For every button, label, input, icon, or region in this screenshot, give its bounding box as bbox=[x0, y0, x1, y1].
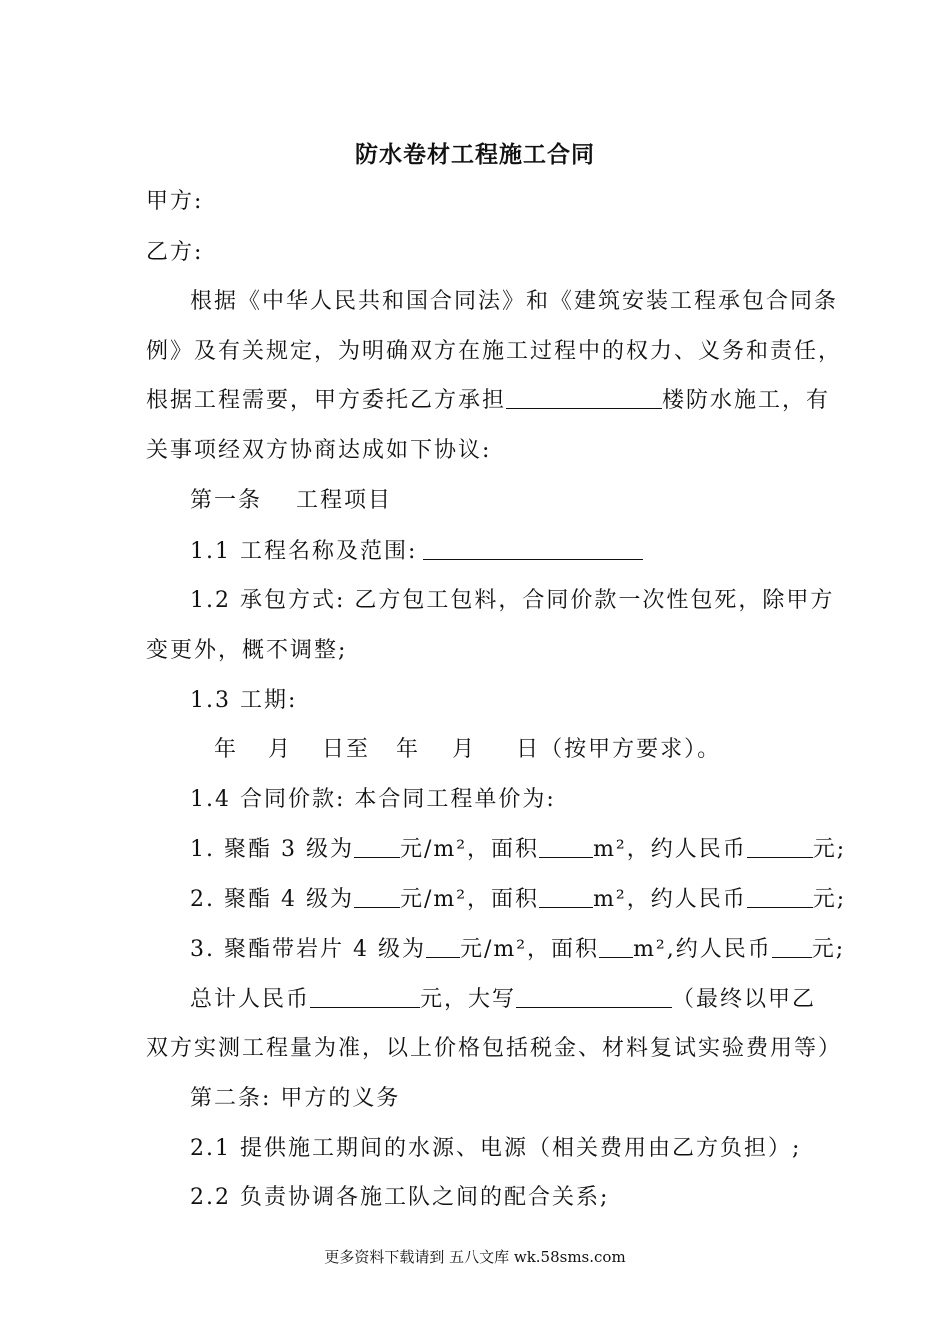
price-3-unit-blank bbox=[426, 935, 460, 958]
party-b-label: 乙方: bbox=[146, 240, 204, 265]
intro-line-4: 关事项经双方协商达成如下协议: bbox=[146, 438, 492, 463]
price-3-amount-blank bbox=[772, 935, 812, 958]
price-3-material: 3. 聚酯带岩片 4 级为 bbox=[190, 937, 426, 962]
price-2-area-label: 元/m²，面积 bbox=[399, 887, 540, 912]
item-1-1 bbox=[190, 537, 643, 567]
document-title: 防水卷材工程施工合同 bbox=[355, 141, 595, 168]
start-month: 月 bbox=[268, 737, 293, 762]
start-year: 年 bbox=[214, 737, 239, 762]
end-year: 年 bbox=[396, 737, 421, 762]
end-month: 月 bbox=[452, 737, 477, 762]
price-1-amount-label: m²，约人民币 bbox=[593, 837, 747, 862]
price-1-unit-blank bbox=[354, 835, 400, 858]
price-1-end: 元; bbox=[812, 837, 847, 862]
price-line-1 bbox=[190, 835, 846, 865]
end-day: 日（按甲方要求）。 bbox=[516, 737, 722, 762]
price-1-material: 1. 聚酯 3 级为 bbox=[190, 837, 354, 862]
price-line-2 bbox=[190, 885, 846, 915]
price-2-amount-blank bbox=[747, 885, 813, 908]
intro-line-3 bbox=[146, 386, 830, 416]
total-note-start: （最终以甲乙 bbox=[672, 987, 817, 1012]
total-words-label: 元，大写 bbox=[420, 987, 517, 1012]
price-3-area-blank bbox=[599, 935, 633, 958]
price-2-unit-blank bbox=[354, 885, 400, 908]
price-line-3 bbox=[190, 935, 845, 965]
article-1-title: 工程项目 bbox=[296, 488, 393, 513]
price-2-amount-label: m²，约人民币 bbox=[593, 887, 747, 912]
article-1-number: 第一条 bbox=[190, 488, 263, 513]
item-1-3: 1.3 工期: bbox=[190, 688, 298, 713]
item-1-2-line-2: 变更外，概不调整; bbox=[146, 638, 348, 663]
party-a-label: 甲方: bbox=[146, 189, 204, 214]
price-2-area-blank bbox=[539, 885, 593, 908]
article-1-heading bbox=[190, 486, 392, 516]
price-3-end: 元; bbox=[811, 937, 846, 962]
intro-line-3-start: 根据工程需要，甲方委托乙方承担 bbox=[146, 388, 507, 413]
intro-line-3-end: 楼防水施工，有 bbox=[662, 388, 831, 413]
price-1-area-label: 元/m²，面积 bbox=[399, 837, 540, 862]
footer-note: 更多资料下载请到 五八文库 wk.58sms.com bbox=[324, 1248, 626, 1266]
total-words-blank bbox=[516, 985, 672, 1008]
start-day: 日至 bbox=[322, 737, 371, 762]
period-dates bbox=[214, 735, 721, 765]
project-name-blank bbox=[423, 537, 643, 560]
total-line-1 bbox=[190, 985, 816, 1015]
price-1-amount-blank bbox=[747, 835, 813, 858]
item-1-1-label: 1.1 工程名称及范围: bbox=[190, 539, 418, 564]
price-2-end: 元; bbox=[812, 887, 847, 912]
price-3-amount-label: m²,约人民币 bbox=[633, 937, 772, 962]
price-1-area-blank bbox=[539, 835, 593, 858]
item-1-2-line-1: 1.2 承包方式: 乙方包工包料，合同价款一次性包死，除甲方 bbox=[190, 588, 835, 613]
price-2-material: 2. 聚酯 4 级为 bbox=[190, 887, 354, 912]
price-3-area-label: 元/m²，面积 bbox=[459, 937, 600, 962]
total-line-2: 双方实测工程量为准，以上价格包括税金、材料复试实验费用等） bbox=[146, 1036, 843, 1061]
intro-line-1: 根据《中华人民共和国合同法》和《建筑安装工程承包合同条 bbox=[190, 289, 839, 314]
intro-line-2: 例》及有关规定，为明确双方在施工过程中的权力、义务和责任， bbox=[146, 339, 843, 364]
item-2-2: 2.2 负责协调各施工队之间的配合关系; bbox=[190, 1185, 610, 1210]
article-2-heading: 第二条: 甲方的义务 bbox=[190, 1086, 401, 1111]
item-2-1: 2.1 提供施工期间的水源、电源（相关费用由乙方负担）; bbox=[190, 1136, 802, 1161]
item-1-4: 1.4 合同价款: 本合同工程单价为: bbox=[190, 787, 556, 812]
total-label: 总计人民币 bbox=[190, 987, 311, 1012]
building-blank bbox=[506, 386, 662, 409]
total-amount-blank bbox=[310, 985, 420, 1008]
